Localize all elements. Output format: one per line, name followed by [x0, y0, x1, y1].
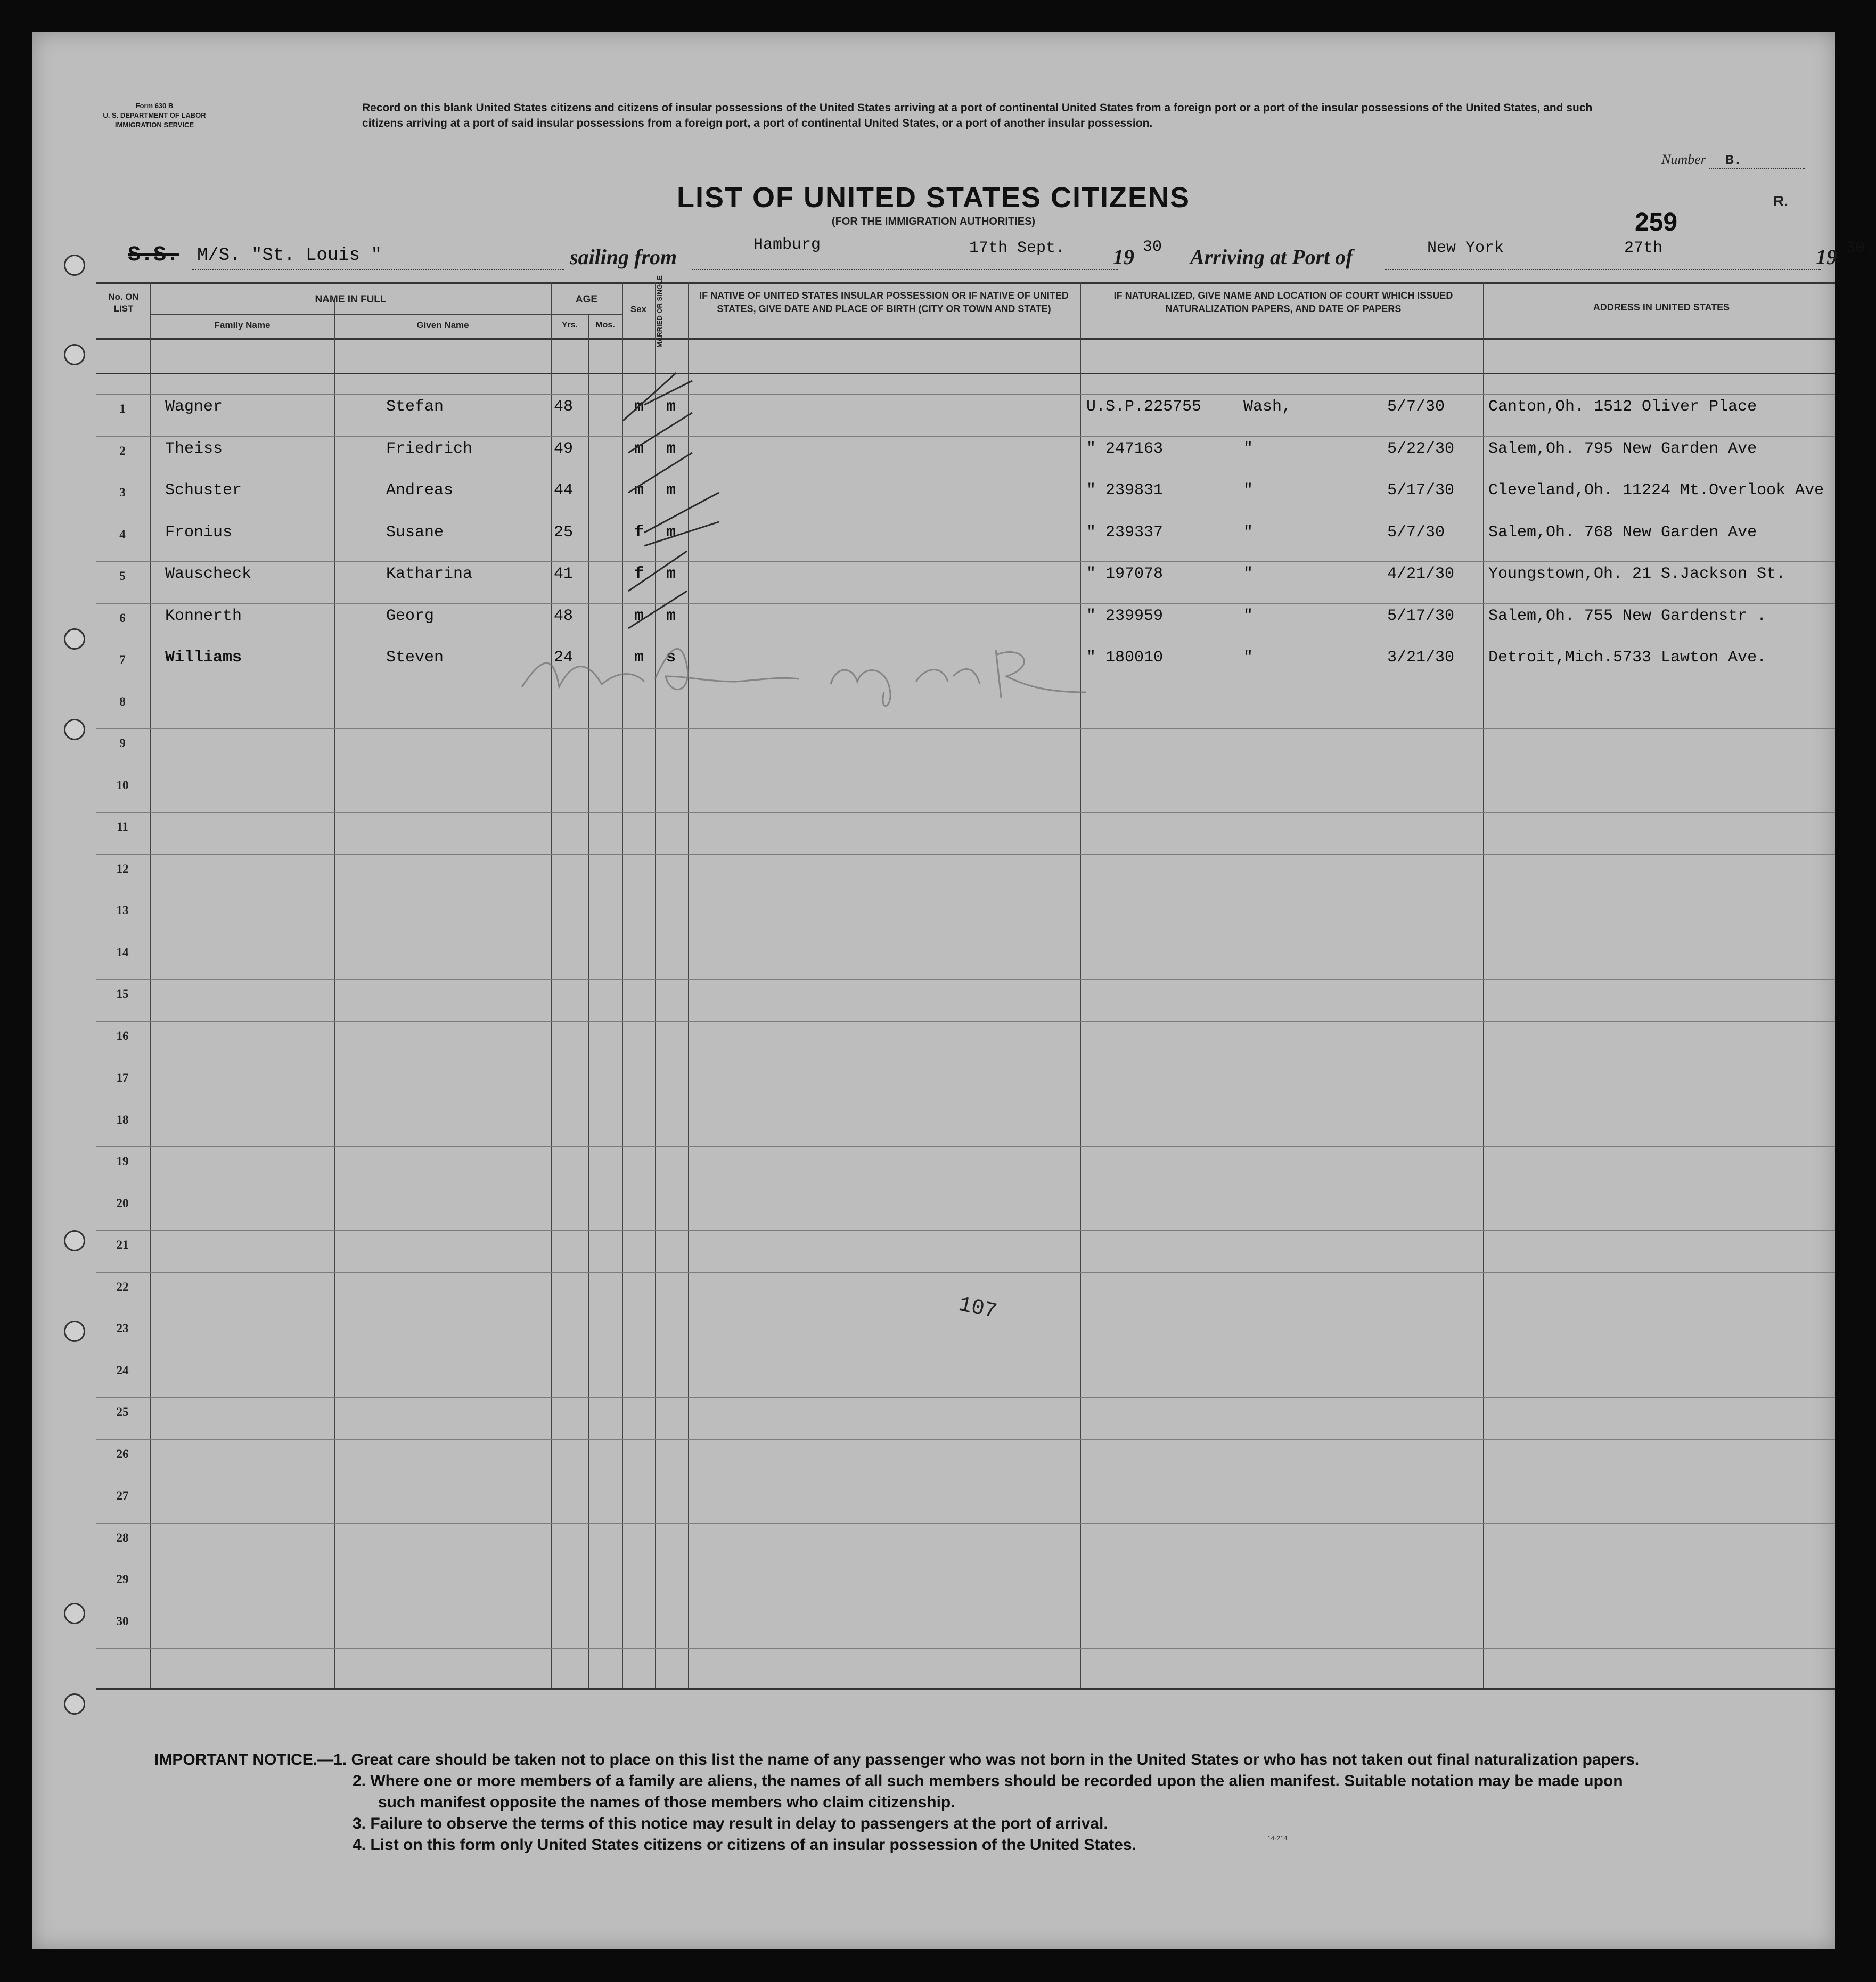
col-sex: Sex: [630, 304, 647, 314]
punch-hole: [64, 719, 85, 740]
paper-date: 4/21/30: [1387, 565, 1455, 583]
punch-hole: [64, 1230, 85, 1251]
punch-hole: [64, 255, 85, 276]
row-rule: [96, 1439, 1835, 1440]
us-address: Salem,Oh. 768 New Garden Ave: [1488, 523, 1757, 542]
age-years: 49: [554, 439, 574, 458]
notice-item-1: 1. Great care should be taken not to place on this list the name of any passenger who was not born in the United States or who has not taken out final naturalization papers.: [333, 1751, 1640, 1768]
row-number: 14: [116, 945, 129, 959]
row-rule: [96, 1230, 1835, 1231]
row-rule: [96, 603, 1835, 604]
page-subtitle: (FOR THE IMMIGRATION AUTHORITIES): [831, 216, 1036, 227]
col-naturalized: IF NATURALIZED, GIVE NAME AND LOCATION OF COURT WHICH ISSUED NATURALIZATION PAPERS, AND DATE OF PAPERS: [1113, 290, 1453, 314]
row-rule: [96, 1146, 1835, 1147]
row-number: 6: [119, 611, 126, 625]
us-address: Detroit,Mich.5733 Lawton Ave.: [1488, 649, 1767, 667]
naturalization-paper-number: " 239959: [1086, 607, 1164, 625]
court-location: ": [1243, 523, 1254, 542]
row-number: 3: [119, 486, 126, 499]
col-name-in-full: NAME IN FULL: [315, 294, 387, 305]
port-to: New York: [1427, 239, 1504, 257]
col-no-on-list: No. ON LIST: [108, 292, 139, 314]
row-number: 10: [116, 778, 129, 792]
sex-value: f: [634, 565, 644, 583]
row-rule: [96, 728, 1835, 729]
vessel-name: M/S. "St. Louis ": [197, 245, 382, 266]
given-name: Stefan: [386, 398, 444, 416]
punch-hole: [64, 1693, 85, 1715]
sex-value: m: [634, 481, 644, 499]
marital-status: m: [666, 565, 676, 583]
row-number: 23: [116, 1322, 129, 1335]
marital-status: m: [666, 481, 676, 499]
row-number: 16: [116, 1029, 129, 1043]
naturalization-paper-number: " 247163: [1086, 439, 1164, 458]
check-marks: [612, 362, 746, 660]
notice-item-3: 3. Failure to observe the terms of this notice may result in delay to passengers at the port of arrival.: [353, 1815, 1108, 1832]
number-value: B.: [1709, 152, 1805, 169]
row-rule: [96, 979, 1835, 980]
col-mos: Mos.: [595, 321, 615, 330]
department-name: U. S. DEPARTMENT OF LABOR: [103, 111, 206, 119]
year-from-suffix: 30: [1143, 238, 1162, 256]
row-number: 11: [117, 820, 128, 833]
family-name: Wauscheck: [165, 565, 252, 583]
row-rule: [96, 436, 1835, 437]
row-number: 18: [116, 1112, 129, 1126]
stamp-number: 259: [1635, 208, 1678, 236]
row-number: 25: [116, 1405, 129, 1419]
marital-status: m: [666, 523, 676, 542]
year-to-prefix: 19: [1816, 245, 1837, 269]
court-location: ": [1243, 607, 1254, 625]
naturalization-paper-number: U.S.P.225755: [1086, 398, 1202, 416]
col-native-of: IF NATIVE OF UNITED STATES INSULAR POSSESSION OR IF NATIVE OF UNITED STATES, GIVE DATE AND PLACE OF BIRTH (CITY OR TOWN AND STATE): [699, 290, 1069, 314]
row-number: 20: [116, 1196, 129, 1210]
row-number: 28: [116, 1530, 129, 1544]
us-address: Youngstown,Oh. 21 S.Jackson St.: [1488, 565, 1786, 583]
sex-value: m: [634, 439, 644, 458]
marital-status: s: [666, 649, 676, 667]
punch-hole: [64, 1321, 85, 1342]
sailing-from-label: sailing from: [570, 245, 677, 269]
court-location: ": [1243, 649, 1254, 667]
form-number: Form 630 B: [135, 102, 174, 110]
row-rule: [96, 1523, 1835, 1524]
given-name: Georg: [386, 607, 435, 625]
paper-date: 5/22/30: [1387, 439, 1455, 458]
print-code: 14-214: [1267, 1834, 1288, 1842]
row-number: 7: [119, 653, 126, 666]
given-name: Katharina: [386, 565, 473, 583]
row-number: 19: [116, 1154, 129, 1168]
row-rule: [96, 812, 1835, 813]
us-address: Canton,Oh. 1512 Oliver Place: [1488, 398, 1757, 416]
row-number: 27: [116, 1489, 129, 1502]
naturalization-paper-number: " 197078: [1086, 565, 1164, 583]
row-number: 9: [119, 736, 126, 750]
row-number: 17: [116, 1071, 129, 1084]
number-block: [1661, 152, 1821, 169]
row-number: 24: [116, 1363, 129, 1377]
row-rule: [96, 394, 1835, 395]
manifest-sheet: [32, 32, 1875, 1949]
age-years: 48: [554, 398, 574, 416]
col-yrs: Yrs.: [561, 321, 578, 330]
punch-hole: [64, 628, 85, 650]
stamp-107: 107: [956, 1293, 999, 1324]
row-number: 12: [116, 862, 129, 875]
paper-date: 5/7/30: [1387, 523, 1445, 542]
important-notice: [154, 1749, 1795, 1856]
given-name: Susane: [386, 523, 444, 542]
notice-item-2b: such manifest opposite the names of those members who claim citizenship.: [378, 1793, 955, 1811]
row-number: 22: [116, 1280, 129, 1293]
marital-status: m: [666, 439, 676, 458]
number-label: Number: [1661, 152, 1706, 167]
row-number: 30: [116, 1614, 129, 1628]
punch-hole: [64, 1603, 85, 1624]
row-number: 21: [116, 1238, 129, 1251]
age-years: 24: [554, 649, 574, 667]
year-to-suffix: 30.: [1846, 239, 1875, 257]
paper-date: 5/7/30: [1387, 398, 1445, 416]
family-name: Wagner: [165, 398, 223, 416]
paper-date: 5/17/30: [1387, 481, 1455, 499]
row-rule: [96, 1648, 1835, 1649]
row-number: 4: [119, 527, 126, 541]
sex-value: m: [634, 607, 644, 625]
form-id-block: [69, 101, 240, 130]
given-name: Friedrich: [386, 439, 473, 458]
court-location: Wash,: [1243, 398, 1292, 416]
service-name: IMMIGRATION SERVICE: [114, 121, 194, 129]
row-number: 13: [116, 904, 129, 917]
family-name: Williams: [165, 649, 242, 667]
us-address: Cleveland,Oh. 11224 Mt.Overlook Ave: [1488, 481, 1824, 499]
paper-date: 5/17/30: [1387, 607, 1455, 625]
row-number: 26: [116, 1447, 129, 1461]
row-rule: [96, 1397, 1835, 1398]
row-number: 5: [119, 569, 126, 583]
naturalization-paper-number: " 239337: [1086, 523, 1164, 542]
court-location: ": [1243, 439, 1254, 458]
row-number: 8: [119, 694, 126, 708]
given-name: Andreas: [386, 481, 454, 499]
family-name: Theiss: [165, 439, 223, 458]
sex-value: m: [634, 649, 644, 667]
marital-status: m: [666, 398, 676, 416]
stamp-r: R.: [1773, 193, 1788, 209]
us-address: Salem,Oh. 795 New Garden Ave: [1488, 439, 1757, 458]
col-age: AGE: [575, 294, 598, 305]
age-years: 41: [554, 565, 574, 583]
row-rule: [96, 1021, 1835, 1022]
given-name: Steven: [386, 649, 444, 667]
col-address: ADDRESS IN UNITED STATES: [1593, 302, 1730, 313]
paper-date: 3/21/30: [1387, 649, 1455, 667]
row-number: 2: [119, 444, 126, 457]
naturalization-paper-number: " 239831: [1086, 481, 1164, 499]
court-location: ": [1243, 481, 1254, 499]
notice-item-4: 4. List on this form only United States citizens or citizens of an insular possession of the United States.: [353, 1836, 1136, 1854]
row-rule: [96, 561, 1835, 562]
row-rule: [96, 1272, 1835, 1273]
date-to: 27th: [1624, 239, 1663, 257]
age-years: 44: [554, 481, 574, 499]
voyage-line: [128, 236, 1875, 274]
court-location: ": [1243, 565, 1254, 583]
us-address: Salem,Oh. 755 New Gardenstr .: [1488, 607, 1767, 625]
col-married-single: MARRIED OR SINGLE: [656, 275, 663, 348]
pencil-annotation: [511, 634, 1203, 708]
year-from-prefix: 19: [1113, 245, 1134, 269]
ss-prefix: S.S.: [128, 243, 179, 267]
marital-status: m: [666, 607, 676, 625]
notice-heading: IMPORTANT NOTICE.—: [154, 1751, 334, 1768]
sex-value: f: [634, 523, 644, 542]
date-from: 17th Sept.: [969, 239, 1066, 257]
page-title: LIST OF UNITED STATES CITIZENS: [677, 182, 1190, 214]
family-name: Schuster: [165, 481, 242, 499]
row-number: 29: [116, 1573, 129, 1586]
row-rule: [96, 854, 1835, 855]
arriving-label: Arriving at Port of: [1190, 245, 1353, 269]
row-number: 1: [119, 402, 126, 415]
instructions-text: Record on this blank United States citizens and citizens of insular possessions of the United States arriving at a port of continental United States from a foreign port or a port of the insular possessions of the United States, and such citizens arriving at a port of said insular possessions from a foreign port, a port of continental United States, or a port of another insular possession.: [362, 102, 1593, 129]
col-family-name: Family Name: [214, 320, 271, 330]
family-name: Fronius: [165, 523, 233, 542]
sex-value: m: [634, 398, 644, 416]
punch-hole: [64, 344, 85, 365]
age-years: 25: [554, 523, 574, 542]
port-from: Hamburg: [753, 236, 821, 254]
family-name: Konnerth: [165, 607, 242, 625]
col-given-name: Given Name: [416, 320, 469, 330]
row-number: 15: [116, 987, 129, 1001]
naturalization-paper-number: " 180010: [1086, 649, 1164, 667]
age-years: 48: [554, 607, 574, 625]
notice-item-2a: 2. Where one or more members of a family are aliens, the names of all such members should be recorded upon the alien manifest. Suitable notation may be made upon: [353, 1772, 1623, 1790]
